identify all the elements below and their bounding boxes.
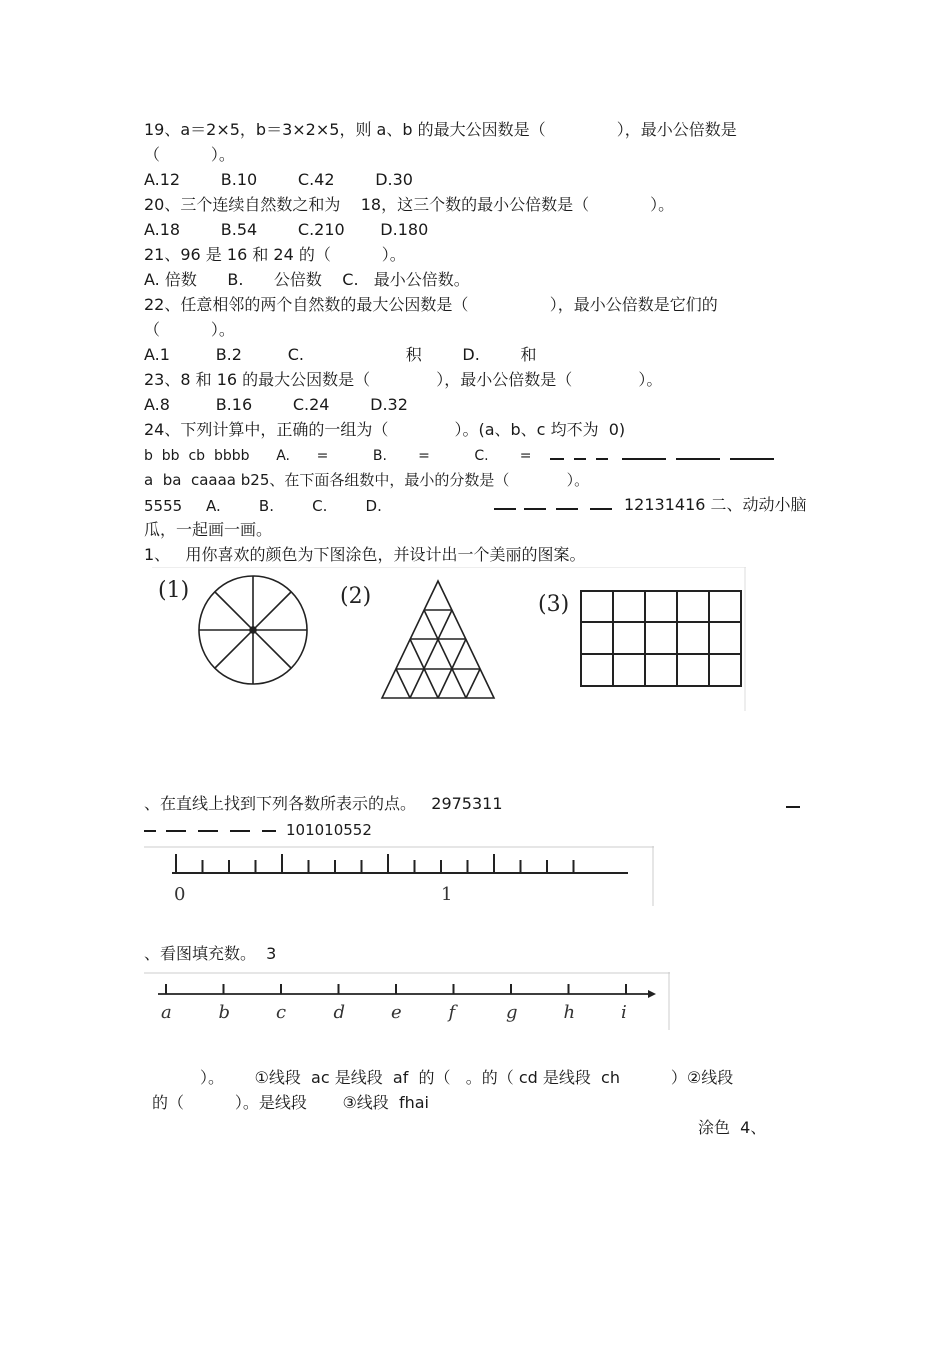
- fraction-bar: [230, 830, 250, 832]
- fraction-bar: [262, 830, 276, 832]
- q21-line: 21、96 是 16 和 24 的（ ）。: [144, 245, 406, 264]
- q4-start: 涂色 4、: [698, 1118, 767, 1137]
- q25-numbers-section2: 12131416 二、动动小脑: [624, 495, 807, 514]
- figure-label-2: (2): [340, 584, 372, 609]
- coloring-figure: [152, 567, 746, 711]
- q23-options: A.8 B.16 C.24 D.32: [144, 395, 408, 414]
- fraction-bar: [550, 458, 564, 460]
- coloring-figure-svg: [152, 567, 746, 711]
- number-line-point-label: h: [563, 1002, 576, 1023]
- number-line-point-label: d: [333, 1002, 346, 1023]
- triangle-grid: [382, 581, 494, 698]
- q3-line1: ）。 ①线段 ac 是线段 af 的（ 。的（ cd 是线段 ch ）②线段: [200, 1068, 734, 1087]
- fraction-bar: [596, 458, 608, 460]
- q22-line2: （ ）。: [144, 320, 235, 339]
- q21-options: A. 倍数 B. 公倍数 C. 最小公倍数。: [144, 270, 470, 289]
- fraction-bar: [494, 508, 516, 510]
- number-line-point-label: e: [391, 1002, 402, 1023]
- divided-circle: [199, 576, 307, 684]
- number-line-a-i: [144, 972, 670, 1030]
- fraction-bar: [574, 458, 586, 460]
- section2-title-cont: 瓜，一起画一画。: [144, 520, 273, 539]
- section2-q2-numbers: 101010552: [286, 821, 372, 839]
- square-grid: [581, 591, 741, 686]
- figure-label-1: (1): [158, 578, 190, 603]
- number-line-point-label: a: [161, 1002, 172, 1023]
- q19-line1: 19、a＝2×5，b＝3×2×5，则 a、b 的最大公因数是（ ），最小公倍数是: [144, 120, 737, 139]
- q3-line2: 的（ ）。是线段 ③线段 fhai: [152, 1093, 430, 1112]
- number-line-point-label: c: [276, 1002, 287, 1023]
- q22-options: A.1 B.2 C. 积 D. 和: [144, 345, 537, 364]
- fraction-bar: [166, 830, 186, 832]
- fraction-bar: [524, 508, 546, 510]
- number-line-a-i-svg: [144, 972, 670, 1030]
- fraction-bar: [198, 830, 218, 832]
- figure-label-3: (3): [538, 592, 570, 617]
- q24-line: 24、下列计算中，正确的一组为（ ）。(a、b、c 均不为 0): [144, 420, 626, 439]
- fraction-bar: [676, 458, 720, 460]
- q19-line2: （ ）。: [144, 145, 235, 164]
- fraction-bar: [622, 458, 666, 460]
- q24-fraction-line: b bb cb bbbb A. = B. = C. =: [144, 448, 532, 464]
- fraction-bar: [730, 458, 774, 460]
- number-line-point-label: b: [218, 1002, 231, 1023]
- fraction-bar: [590, 508, 612, 510]
- number-line-0-1-svg: [144, 846, 654, 906]
- q22-line1: 22、任意相邻的两个自然数的最大公因数是（ ），最小公倍数是它们的: [144, 295, 718, 314]
- number-line-point-label: i: [621, 1002, 627, 1023]
- section2-q2: 、在直线上找到下列各数所表示的点。 2975311: [144, 794, 503, 813]
- section2-q3: 、看图填充数。 3: [144, 944, 277, 963]
- section2-q1: 1、 用你喜欢的颜色为下图涂色，并设计出一个美丽的图案。: [144, 545, 586, 564]
- number-line-label-0: 0: [174, 884, 186, 905]
- number-line-point-label: f: [448, 1002, 456, 1023]
- number-line-label-1: 1: [441, 884, 453, 905]
- q25-line: a ba caaaa b25、在下面各组数中，最小的分数是（ ）。: [144, 471, 590, 489]
- q20-options: A.18 B.54 C.210 D.180: [144, 220, 429, 239]
- q25-options: 5555 A. B. C. D.: [144, 497, 382, 515]
- q20-line: 20、三个连续自然数之和为 18，这三个数的最小公倍数是（ ）。: [144, 195, 675, 214]
- fraction-bar: [556, 508, 578, 510]
- fraction-bar: [786, 806, 800, 808]
- number-line-point-label: g: [506, 1002, 518, 1023]
- q19-options: A.12 B.10 C.42 D.30: [144, 170, 413, 189]
- number-line-0-1: [144, 846, 654, 906]
- fraction-bar: [144, 830, 156, 832]
- q23-line: 23、8 和 16 的最大公因数是（ ），最小公倍数是（ ）。: [144, 370, 663, 389]
